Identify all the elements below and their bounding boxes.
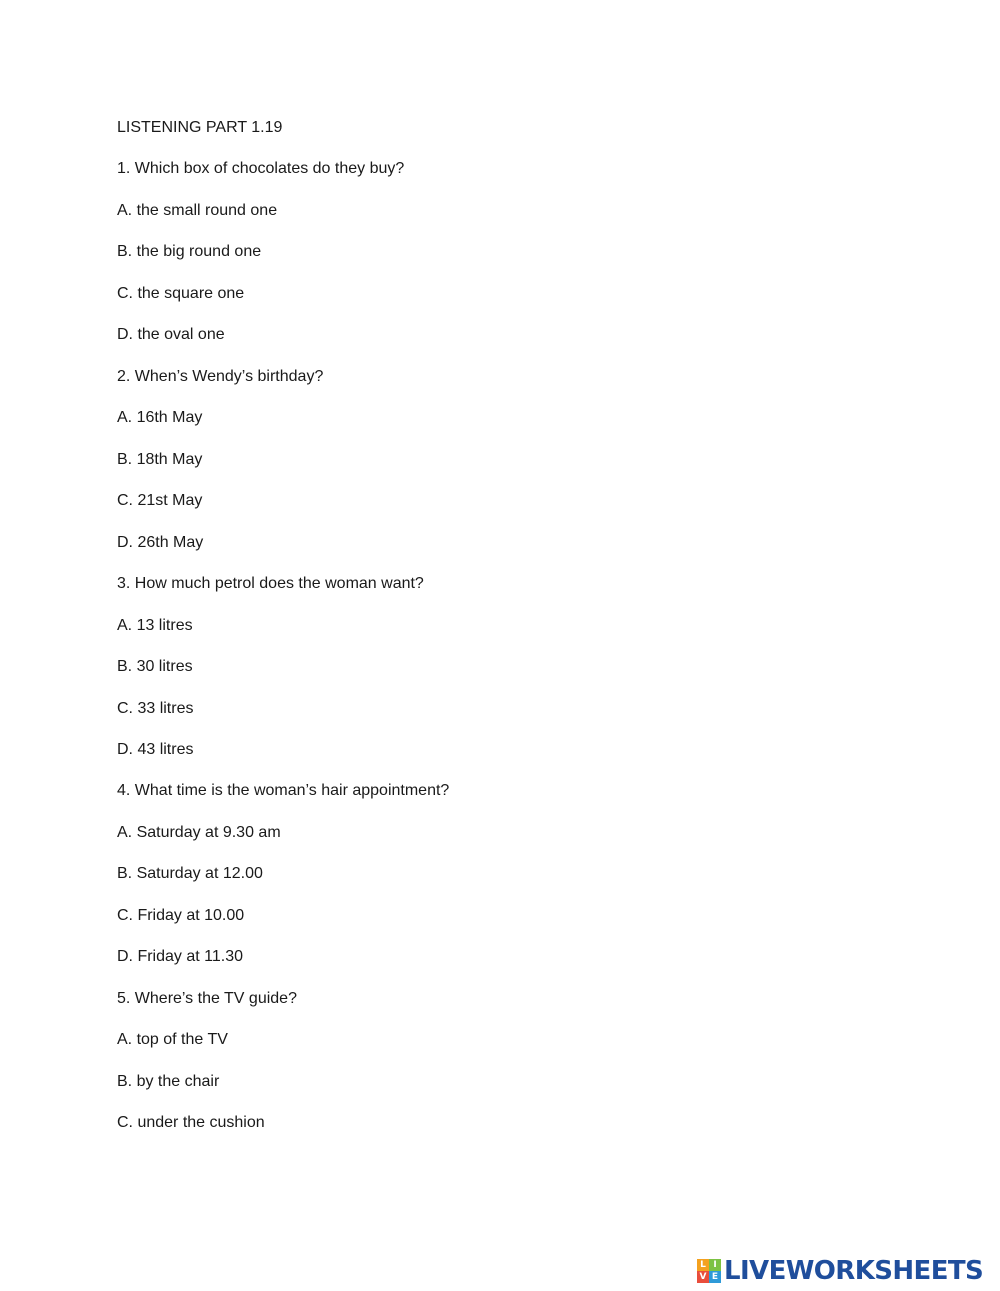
q2-option-a: A. 16th May [117,409,203,426]
question-3: 3. How much petrol does the woman want? [117,575,424,592]
q1-option-d: D. the oval one [117,326,225,343]
liveworksheets-logo [697,1256,983,1286]
q3-option-c: C. 33 litres [117,700,194,717]
q2-option-c: C. 21st May [117,492,203,509]
q2-option-b: B. 18th May [117,451,203,468]
logo-mark-v: V [697,1271,709,1283]
q4-option-b: B. Saturday at 12.00 [117,865,263,882]
question-1: 1. Which box of chocolates do they buy? [117,160,405,177]
q3-option-b: B. 30 litres [117,658,193,675]
logo-mark-l: L [697,1259,709,1271]
q5-option-a: A. top of the TV [117,1031,228,1048]
logo-mark-i: I [709,1259,721,1271]
q4-option-c: C. Friday at 10.00 [117,907,245,924]
q1-option-b: B. the big round one [117,243,262,260]
q1-option-c: C. the square one [117,285,245,302]
q5-option-c: C. under the cushion [117,1114,265,1131]
worksheet-title: LISTENING PART 1.19 [117,119,283,136]
logo-wordmark: LIVEWORKSHEETS [724,1256,984,1286]
q4-option-a: A. Saturday at 9.30 am [117,824,281,841]
q5-option-b: B. by the chair [117,1073,220,1090]
question-4: 4. What time is the woman’s hair appointment? [117,782,450,799]
q4-option-d: D. Friday at 11.30 [117,948,243,965]
q2-option-d: D. 26th May [117,534,204,551]
q3-option-a: A. 13 litres [117,617,193,634]
liveworksheets-logo-icon [697,1259,721,1283]
logo-mark-e: E [709,1271,721,1283]
q3-option-d: D. 43 litres [117,741,194,758]
question-2: 2. When’s Wendy’s birthday? [117,368,324,385]
q1-option-a: A. the small round one [117,202,278,219]
question-5: 5. Where’s the TV guide? [117,990,297,1007]
